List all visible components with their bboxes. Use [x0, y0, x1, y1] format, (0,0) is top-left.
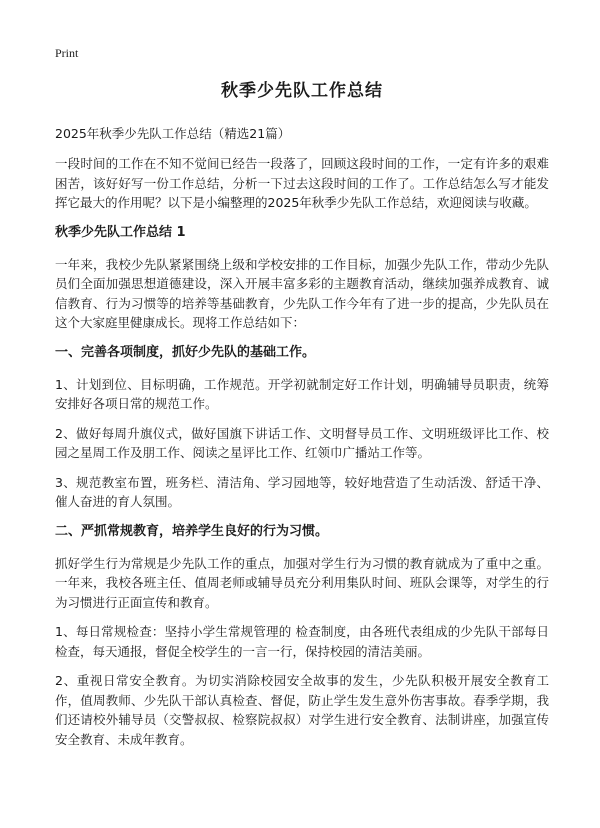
list-item: 1、计划到位、目标明确，工作规范。开学初就制定好工作计划，明确辅导员职责，统筹安排好各项日常的规范工作。 [55, 376, 549, 411]
print-link[interactable]: Print [55, 46, 79, 60]
list-item: 2、做好每周升旗仪式，做好国旗下讲话工作、文明督导员工作、文明班级评比工作、校园之星周工作及朋工作、阅读之星评比工作、红领巾广播站工作等。 [55, 425, 549, 460]
list-item: 1、每日常规检查：坚持小学生常规管理的 检查制度，由各班代表组成的少先队干部每日检查，每天通报，督促全校学生的一言一行，保持校园的清洁美丽。 [55, 624, 549, 659]
list-item: 2、重视日常安全教育。为切实消除校园安全故事的发生，少先队积极开展安全教育工作，值周教师、少先队干部认真检查、督促，防止学生发生意外伤害事故。春季学期，我们还请校外辅导员（交警叔叔、检察院叔叔）对学生进行安全教育、法制讲座，加强宣传安全教育、未成年教育。 [55, 673, 549, 747]
section-intro-paragraph: 一年来，我校少先队紧紧围绕上级和学校安排的工作目标，加强少先队工作，带动少先队员们全面加强思想道德建设，深入开展丰富多彩的主题教育活动，继续加强养成教育、诚信教育、行为习惯等的培养等基础教育，少先队工作今年有了进一步的提高，少先队员在这个大家庭里健康成长。现将工作总结如下： [55, 256, 549, 330]
document-subtitle: 2025年秋季少先队工作总结（精选21篇） [55, 126, 291, 141]
heading-part-one: 一、完善各项制度，抓好少先队的基础工作。 [55, 344, 316, 360]
heading-part-two: 二、严抓常规教育，培养学生良好的行为习惯。 [55, 523, 329, 539]
document-title: 秋季少先队工作总结 [221, 81, 383, 101]
part-two-paragraph: 抓好学生行为常规是少先队工作的重点，加强对学生行为习惯的教育就成为了重中之重。一年来，我校各班主任、值周老师或辅导员充分利用集队时间、班队会课等，对学生的行为习惯进行正面宣传和教育。 [55, 555, 549, 610]
intro-paragraph: 一段时间的工作在不知不觉间已经告一段落了，回顾这段时间的工作，一定有许多的艰难困苦，该好好写一份工作总结，分析一下过去这段时间的工作了。工作总结怎么写才能发挥它最大的作用呢？以下是小编整理的2025年秋季少先队工作总结，欢迎阅读与收藏。 [55, 156, 549, 210]
section-title: 秋季少先队工作总结 1 [55, 224, 186, 240]
document-body [55, 78, 549, 759]
list-item: 3、规范教室布置，班务栏、清洁角、学习园地等，较好地营造了生动活泼、舒适干净、催人奋进的育人氛围。 [55, 474, 549, 509]
